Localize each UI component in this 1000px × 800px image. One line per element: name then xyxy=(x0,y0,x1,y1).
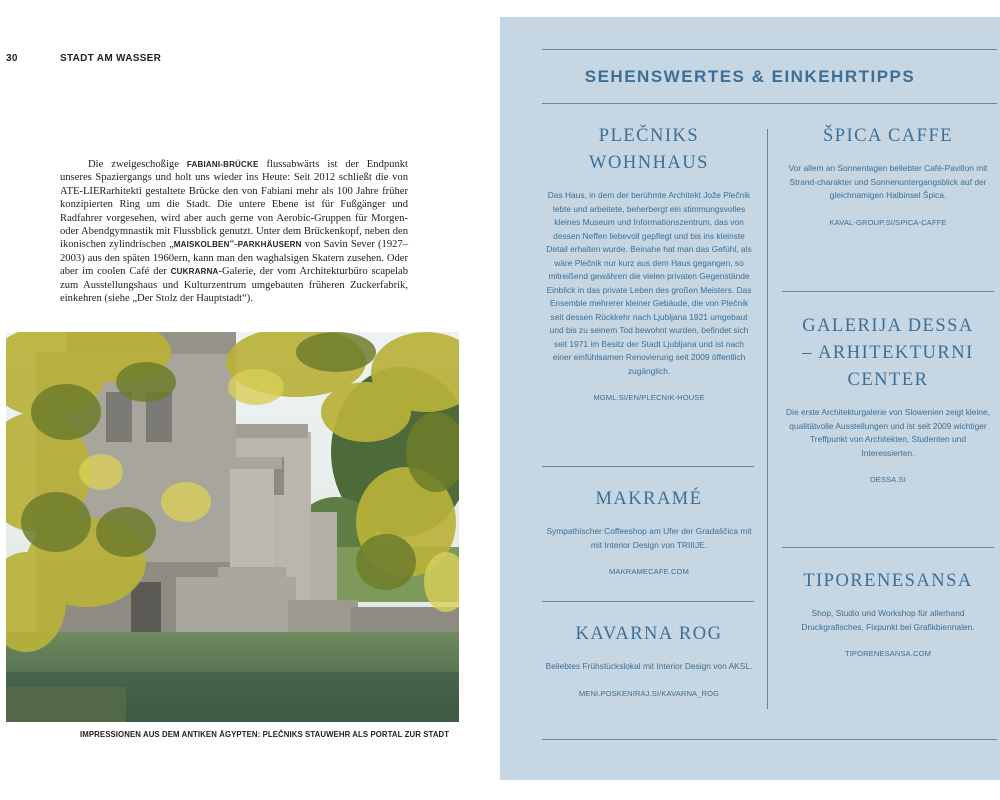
divider-rule xyxy=(542,466,754,467)
body-text-3: “- xyxy=(229,239,238,251)
left-page xyxy=(0,0,490,800)
entry-url: KAVAL-GROUP.SI/SPICA-CAFFE xyxy=(829,217,947,227)
bottom-rule xyxy=(542,739,997,740)
body-text-5: -Galerie, der vom Architekturbüro scapelab zum Ausstellungshaus und Kulturzentrum umgebauten früheren Zuckerfabrik, einkehren (siehe „Der Stolz der Hauptstadt“). xyxy=(60,266,408,305)
highlight-fabiani-bruecke: FABIANI-BRÜCKE xyxy=(186,160,259,169)
section-title: SEHENSWERTES & EINKEHRTIPPS xyxy=(584,67,916,86)
body-text-2: flussabwärts ist der Endpunkt unseres Spaziergangs und holt uns wieder ins Heute: Seit 2012 schließt die von ATE-LIERarhitekti gestaltete Brücke den von Fabiani mehr als 100 Jahre früher konzipierten Ring um die Stadt. Die untere Ebene ist für Fußgänger und Radfahrer vorgesehen, wird aber auch gerne von Aerobic-Gruppen für Morgen- oder Abendgymnastik mit Flussblick genutzt. Unter dem Brückenkopf, neben den ikonischen zylindrischen „ xyxy=(60,159,408,251)
entry-spica-caffe xyxy=(783,123,993,228)
entry-name: PLEČNIKS WOHNHAUS xyxy=(589,126,709,173)
body-text-4: von Savin Sever (1927–2003) aus den späten 1960ern, kann man den waghalsigen Skatern zusehen. Oder aber im coolen Café der xyxy=(60,239,409,278)
entry-description: Die erste Architekturgalerie von Slowenien zeigt kleine, qualitätvolle Ausstellungen und ist seit 2009 wichtiger Treffpunkt von Architekten, Studenten und Interessierten. xyxy=(786,407,990,458)
entry-description: Shop, Studio und Workshop für allerhand Druckgrafisches, Fixpunkt bei Grafikbiennalen. xyxy=(801,608,975,632)
entry-tiporenesansa xyxy=(783,568,993,659)
entry-name: GALERIJA DESSA – ARHITEKTURNI CENTER xyxy=(802,316,974,390)
running-head: STADT AM WASSER xyxy=(60,53,162,64)
photo-illustration xyxy=(6,332,459,722)
entry-url: DESSA.SI xyxy=(870,475,906,484)
entry-description: Vor allem an Sonnentagen beliebter Café-Pavillon mit Strand-charakter und Sonnenuntergangsblick auf der gleichnamigen Halbinsel Špica. xyxy=(788,163,988,200)
entry-url: MENI.POSKENIRAJ.SI/KAVARNA_ROG xyxy=(578,688,720,698)
photo-caption: IMPRESSIONEN AUS DEM ANTIKEN ÄGYPTEN: PLEČNIKS STAUWEHR ALS PORTAL ZUR STADT xyxy=(80,730,450,739)
entry-name: MAKRAMÉ xyxy=(595,489,703,509)
highlight-parkhaeusern: PARKHÄUSERN xyxy=(237,240,302,250)
entry-description: Das Haus, in dem der berühmte Architekt Jože Plečnik lebte und arbeitete, beherbergt ein stimmungsvolles kleines Museum und Informationszentrum, das von dessen Neffen liebevoll gepflegt und bis ins kleinste Detail erhalten wurde. Beinahe hat man das Gefühl, als wäre Plečnik nur kurz aus dem Haus gegangen, so mitreißend gewähren die vielen privaten Gegenstände Einblick in das private Leben des großen Meisters. Das Ensemble mehrerer kleiner Gebäude, die von Plečnik seit dessen Rückkehr nach Ljubljana 1921 umgebaut und bis zu seinem Tod bewohnt wurden, befindet sich seit 1971 im Besitz der Stadt Ljubljana und ist nach einer einfühlsamen Renovierung seit 2009 öffentlich zugänglich. xyxy=(546,190,752,376)
body-text-1: Die zweigeschoßige xyxy=(88,159,187,170)
entry-kavarna-rog xyxy=(545,621,753,699)
column-divider xyxy=(767,129,768,709)
entry-name: TIPORENESANSA xyxy=(803,571,973,591)
entry-url: TIPORENESANSA.COM xyxy=(844,649,932,658)
photo-plecnik-weir xyxy=(6,332,459,722)
divider-rule xyxy=(782,291,994,292)
entry-galerija-dessa xyxy=(786,313,990,485)
entry-name: ŠPICA CAFFE xyxy=(822,126,954,146)
page-number: 30 xyxy=(6,53,18,64)
divider-rule xyxy=(542,601,754,602)
title-rule xyxy=(542,103,997,104)
entry-name: KAVARNA ROG xyxy=(575,624,723,644)
top-rule xyxy=(542,49,997,50)
highlight-cukrarna: CUKRARNA xyxy=(170,267,219,277)
entry-plecniks-wohnhaus xyxy=(545,123,753,403)
entry-url: MGML.SI/EN/PLECNIK-HOUSE xyxy=(593,393,705,402)
divider-rule xyxy=(782,547,994,548)
entry-description: Beliebtes Frühstückslokal mit Interior Design von AKSL. xyxy=(545,661,753,671)
right-page-panel xyxy=(500,17,1000,780)
entry-description: Sympathischer Coffeeshop am Ufer der Gradaščica mit mit Interior Design von TRIIIJE. xyxy=(546,526,752,550)
entry-url: MAKRAMECAFE.COM xyxy=(609,567,689,576)
entry-makrame xyxy=(545,486,753,577)
highlight-maiskolben: MAISKOLBEN xyxy=(173,240,230,250)
body-paragraph xyxy=(60,158,408,305)
